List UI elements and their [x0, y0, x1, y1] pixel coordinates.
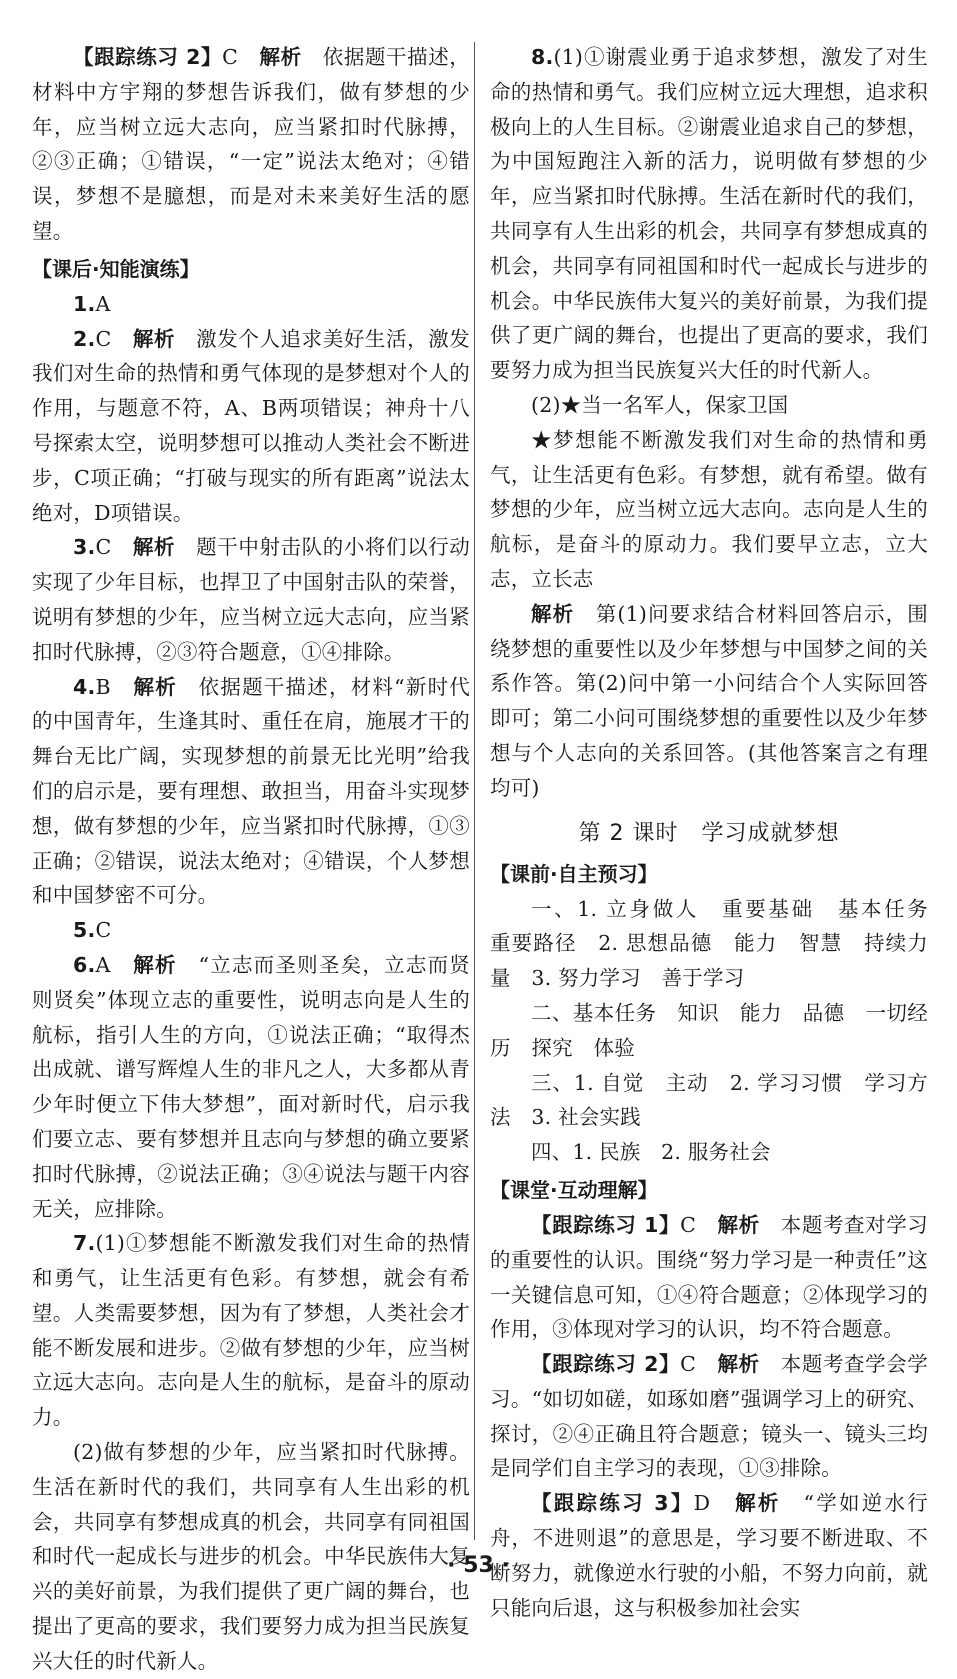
- answer-q2: 2.C 解析 激发个人追求美好生活，激发我们对生命的热情和勇气体现的是梦想对个人的作用，与题意不符，A、B两项错误；神舟十八号探索太空，说明梦想可以推动人类社会不断进步，C项正确；“打破与现实的所有距离”说法太绝对，D项错误。: [32, 326, 471, 525]
- answer-q8-analysis: 解析 第(1)问要求结合材料回答启示，围绕梦想的重要性以及少年梦想与中国梦之间的关系作答。第(2)问中第一小问结合个人实际回答即可；第二小问可围绕梦想的重要性以及少年梦想与个人志向的关系回答。(其他答案言之有理均可): [490, 601, 928, 800]
- pre-class-item-2: 二、基本任务 知识 能力 品德 一切经历 探究 体验: [490, 1000, 928, 1060]
- tracking-exercise-2-answer: 【跟踪练习 2】C 解析 依据题干描述，材料中方宇翔的梦想告诉我们，做有梦想的少年，应当树立远大志向，应当紧扣时代脉搏，②③正确；①错误，“一定”说法太绝对；④错误，梦想不是臆想，而是对未来美好生活的愿望。: [32, 45, 470, 243]
- pre-class-item-3: 三、1. 自觉 主动 2. 学习习惯 学习方法 3. 社会实践: [490, 1070, 928, 1130]
- column-divider: [474, 42, 475, 1540]
- answer-q7-part1: 7.(1)①梦想能不断激发我们对生命的热情和勇气，让生活更有色彩。有梦想，就会有希望。人类需要梦想，因为有了梦想，人类社会才能不断发展和进步。②做有梦想的少年，应当树立远大志向。志向是人生的航标，是奋斗的原动力。: [32, 1231, 470, 1430]
- answer-q8-part1: 8.(1)①谢震业勇于追求梦想，激发了对生命的热情和勇气。我们应树立远大理想，追求积极向上的人生目标。②谢震业追求自己的梦想，为中国短跑注入新的活力，说明做有梦想的少年，应当紧扣时代脉搏。生活在新时代的我们，共同享有人生出彩的机会，共同享有梦想成真的机会，共同享有同祖国和时代一起成长与进步的机会。中华民族伟大复兴的美好前景，为我们提供了更广阔的舞台，也提出了更高的要求，我们要努力成为担当民族复兴大任的时代新人。: [490, 45, 928, 383]
- pre-class-item-4: 四、1. 民族 2. 服务社会: [531, 1140, 771, 1165]
- page-number: · 53 ·: [447, 1553, 510, 1578]
- answer-q3: 3.C 解析 题干中射击队的小将们以行动实现了少年目标，也捍卫了中国射击队的荣誉，说明有梦想的少年，应当树立远大志向，应当紧扣时代脉搏，②③符合题意，①④排除。: [32, 535, 471, 664]
- section-heading-after-class: 【课后·知能演练】: [32, 256, 200, 281]
- right-column: [490, 40, 949, 1625]
- answer-q1: 1.A: [73, 291, 111, 316]
- tracking-exercise-3-answer: 【跟踪练习 3】D 解析 “学如逆水行舟，不进则退”的意思是，学习要不断进取、不断努力，就像逆水行驶的小船，不努力向前，就只能向后退，这与积极参加社会实: [490, 1491, 929, 1620]
- section-heading-pre-class: 【课前·自主预习】: [490, 861, 658, 886]
- answer-q7-part2: (2)做有梦想的少年，应当紧扣时代脉搏。生活在新时代的我们，共同享有人生出彩的机会，共同享有梦想成真的机会，共同享有同祖国和时代一起成长与进步的机会。中华民族伟大复兴的美好前景，为我们提供了更广阔的舞台，也提出了更高的要求，我们要努力成为担当民族复兴大任的时代新人。: [32, 1440, 470, 1673]
- answer-q8-part2-reason: ★梦想能不断激发我们对生命的热情和勇气，让生活更有色彩。有梦想，就有希望。做有梦想的少年，应当树立远大志向。志向是人生的航标，是奋斗的原动力。我们要早立志，立大志，立长志: [490, 427, 928, 591]
- pre-class-item-1: 一、1. 立身做人 重要基础 基本任务 重要路径 2. 思想品德 能力 智慧 持续力量 3. 努力学习 善于学习: [490, 896, 949, 991]
- section-heading-in-class: 【课堂·互动理解】: [490, 1177, 658, 1202]
- answer-q6: 6.A 解析 “立志而圣则圣矣，立志而贤则贤矣”体现立志的重要性，说明志向是人生的航标，指引人生的方向，①说法正确；“取得杰出成就、谱写辉煌人生的非凡之人，大多都从青少年时便立下伟大梦想”，面对新时代，启示我们要立志、要有梦想并且志向与梦想的确立要紧扣时代脉搏，②说法正确；③④说法与题干内容无关，应排除。: [32, 952, 471, 1221]
- left-column: [32, 40, 470, 1679]
- answer-q8-part2: (2)★当一名军人，保家卫国: [531, 392, 789, 417]
- tracking-exercise-1-answer: 【跟踪练习 1】C 解析 本题考查对学习的重要性的认识。围绕“努力学习是一种责任”这一关键信息可知，①④符合题意；②体现学习的作用，③体现对学习的认识，均不符合题意。: [490, 1212, 928, 1342]
- lesson-title: 第 2 课时 学习成就梦想: [578, 820, 840, 846]
- tracking-exercise-2b-answer: 【跟踪练习 2】C 解析 本题考查学会学习。“如切如磋，如琢如磨”强调学习上的研究、探讨，②④正确且符合题意；镜头一、镜头三均是同学们自主学习的表现，①③排除。: [490, 1352, 928, 1481]
- answer-q4: 4.B 解析 依据题干描述，材料“新时代的中国青年，生逢其时、重任在肩，施展才干的舞台无比广阔，实现梦想的前景无比光明”给我们的启示是，要有理想、敢担当，用奋斗实现梦想，做有梦想的少年，应当紧扣时代脉搏，①③正确；②错误，说法太绝对；④错误，个人梦想和中国梦密不可分。: [32, 674, 471, 908]
- answer-q5: 5.C: [73, 918, 112, 943]
